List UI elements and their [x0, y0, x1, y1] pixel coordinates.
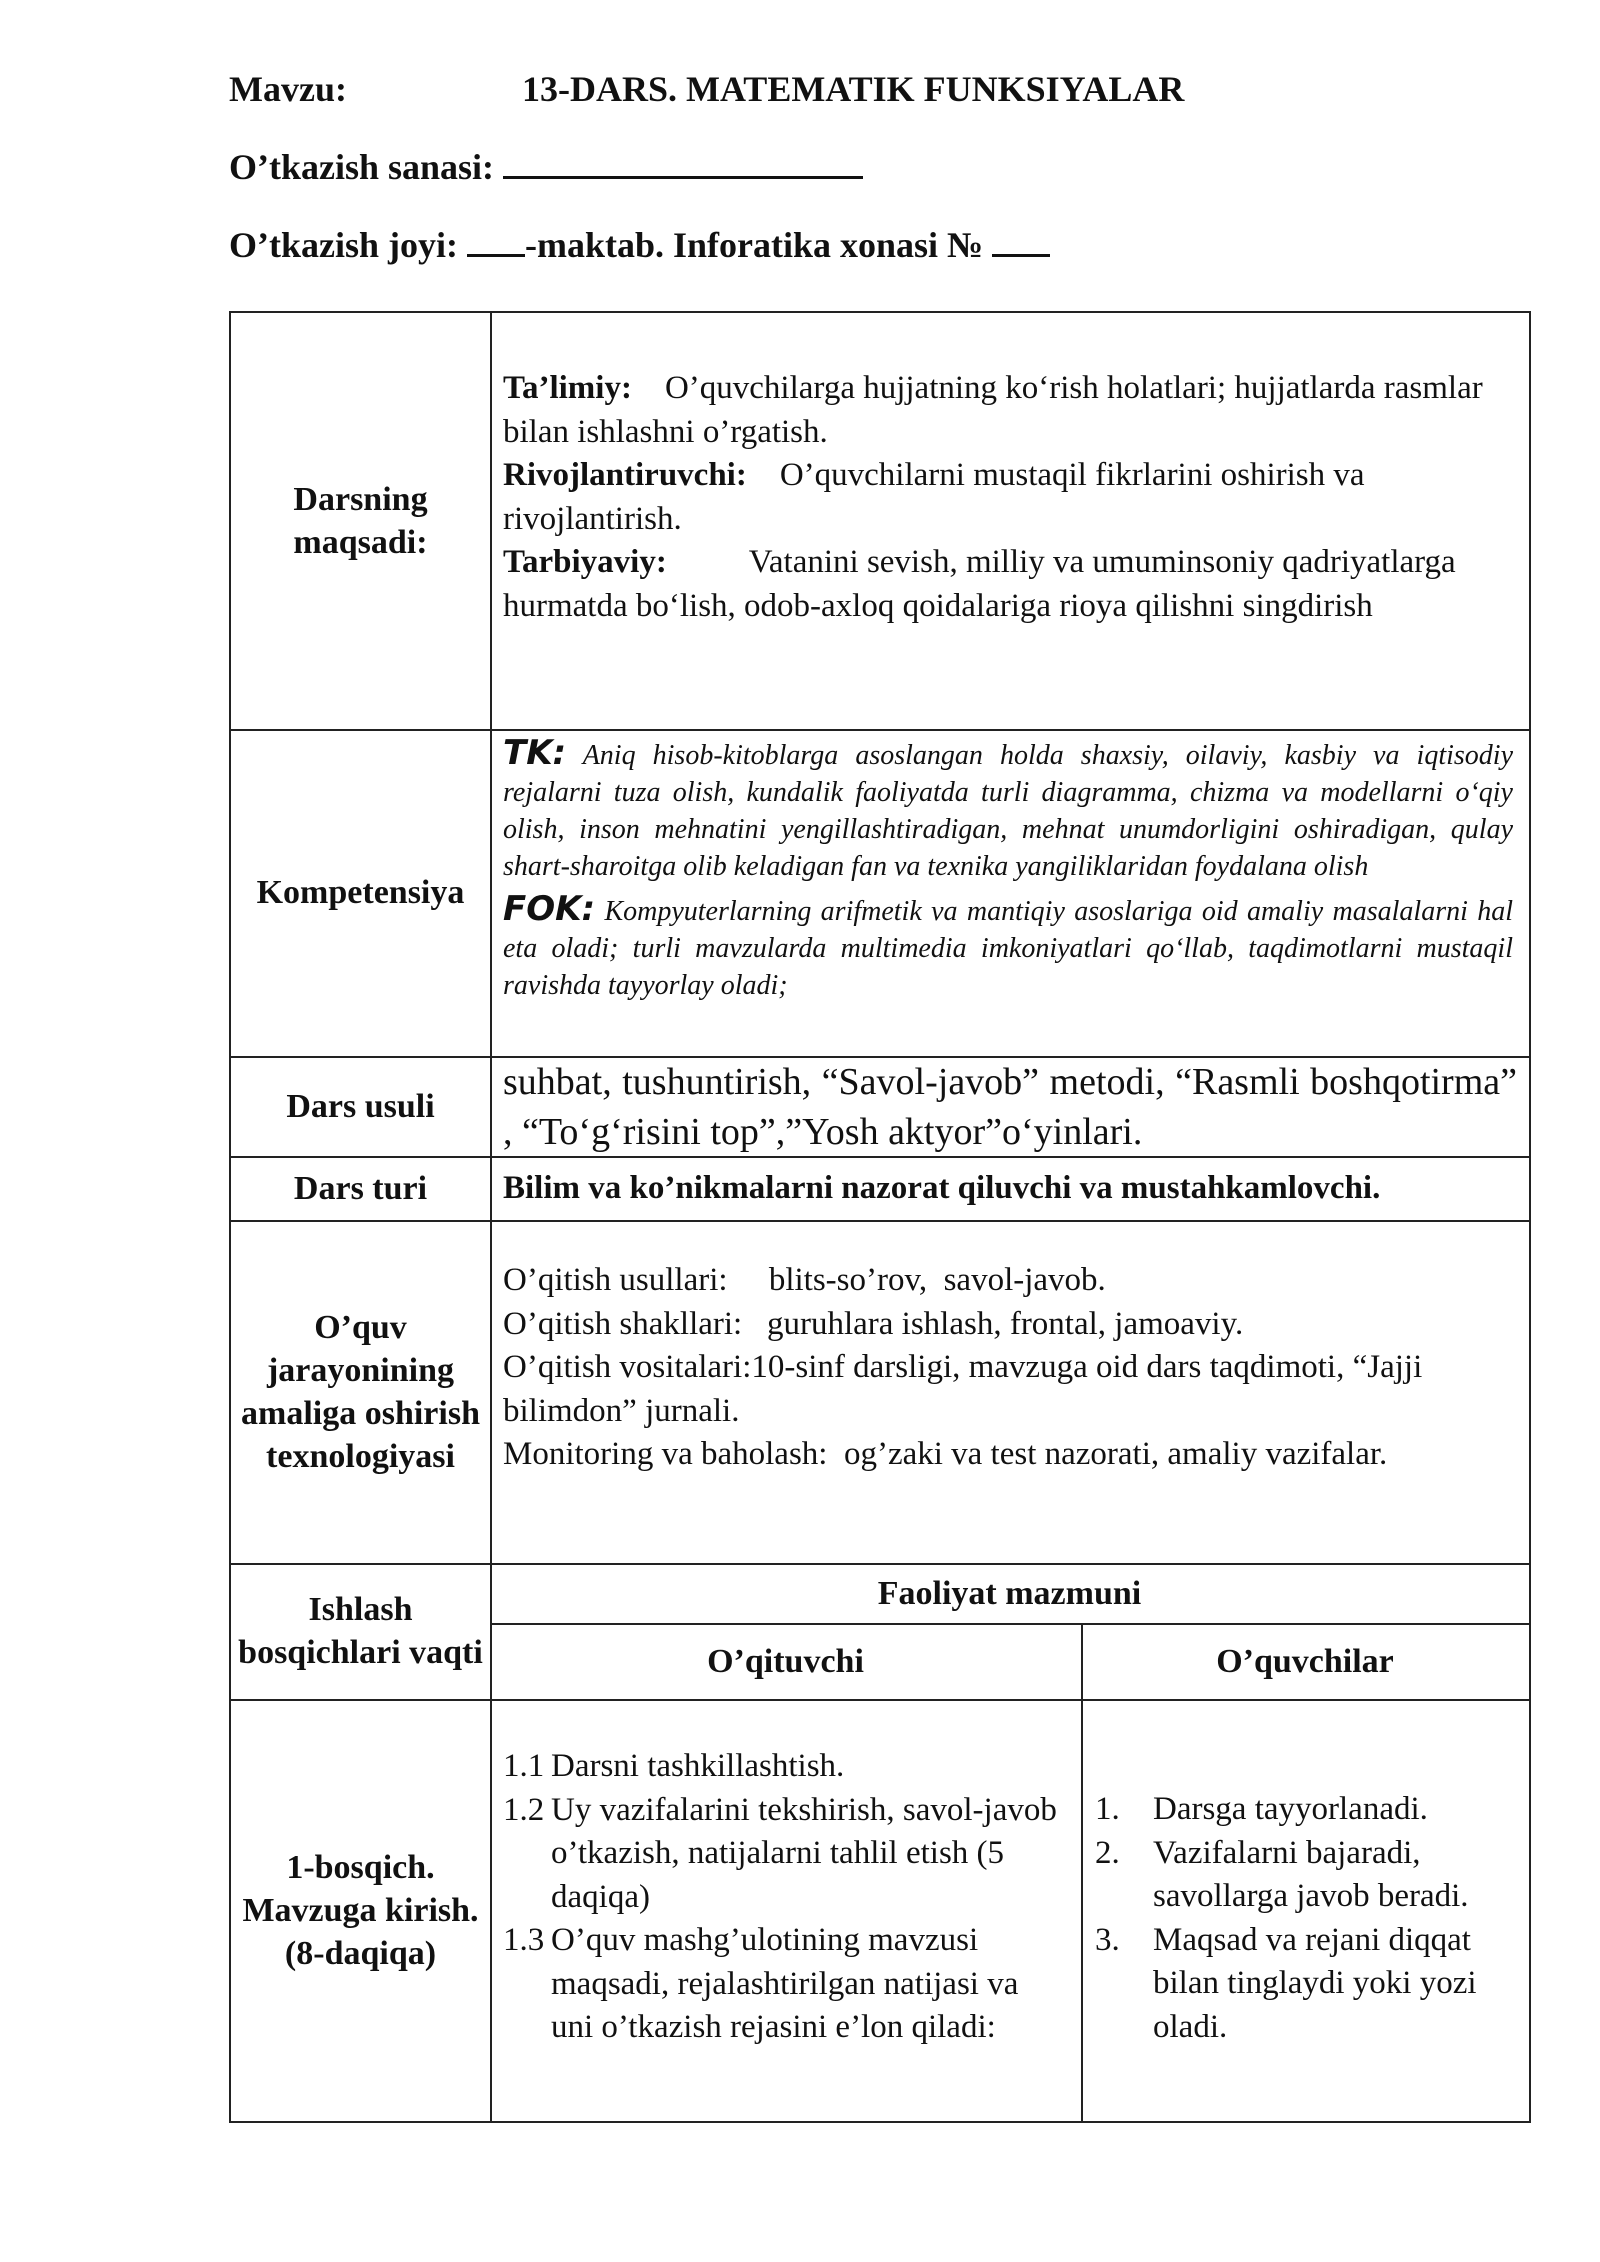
lesson-method: suhbat, tushuntirish, “Savol-javob” metodi, “Rasmli boshqotirma” , “To‘g‘risini top”,”Yosh aktyor”o‘yinlari.: [503, 1061, 1517, 1153]
place-line: [229, 224, 1050, 266]
tk-tag: TK:: [503, 733, 567, 773]
place-text: -maktab. Inforatika xonasi №: [525, 225, 984, 265]
rivojlantiruvchi-text: O’quvchilarni mustaqil fikrlarini oshirish va rivojlantirish.: [503, 457, 1365, 537]
label-darsning-maqsadi: Darsning maqsadi:: [293, 481, 428, 561]
label-oquv-texnologiyasi: O’quv jarayonining amaliga oshirish texnologiyasi: [241, 1308, 480, 1475]
teaching-tools: O’qitish vositalari:10-sinf darsligi, mavzuga oid dars taqdimoti, “Jajji bilimdon” jurnali.: [503, 1349, 1423, 1429]
teacher-item: 1.1 Darsni tashkillashtish.: [503, 1748, 845, 1784]
date-label: O’tkazish sanasi:: [229, 147, 495, 187]
lesson-topic: 13-DARS. MATEMATIK FUNKSIYALAR: [522, 69, 1185, 109]
lesson-goals: [503, 367, 1513, 628]
label-dars-usuli: Dars usuli: [286, 1087, 435, 1125]
students-column-heading: O’quvchilar: [1216, 1642, 1394, 1680]
teaching-forms: O’qitish shakllari: guruhlara ishlash, frontal, jamoaviy.: [503, 1305, 1244, 1342]
stage1-student-activities: [1095, 1788, 1525, 2049]
topic-line: [229, 68, 1185, 110]
mavzu-label: Mavzu:: [229, 69, 347, 109]
competencies: [503, 735, 1513, 1004]
student-item: 3. Maqsad va rejani diqqat bilan tinglaydi yoki yozi oladi.: [1095, 1921, 1477, 2045]
fok-tag: FOK:: [503, 889, 596, 929]
student-item: 2. Vazifalarni bajaradi, savollarga javob beradi.: [1095, 1834, 1469, 1914]
room-number-blank: [992, 224, 1050, 257]
school-number-blank: [467, 224, 525, 257]
tarbiyaviy-text: Vatanini sevish, milliy va umuminsoniy qadriyatlarga hurmatda bo‘lish, odob-axloq qoidalariga rioya qilishni singdirish: [503, 544, 1456, 624]
lesson-plan-table: [229, 311, 1531, 2123]
tk-competency: [503, 735, 1513, 885]
teaching-methods: O’qitish usullari: blits-so’rov, savol-javob.: [503, 1262, 1106, 1298]
place-label: O’tkazish joyi:: [229, 225, 458, 265]
tarbiyaviy-label: Tarbiyaviy:: [503, 544, 667, 580]
label-dars-turi: Dars turi: [293, 1169, 428, 1207]
teacher-column-heading: O’qituvchi: [707, 1642, 864, 1680]
fok-text: Kompyuterlarning arifmetik va mantiqiy asoslariga oid amaliy masalalarni hal eta oladi; turli mavzularda multimedia imkoniyatlari qo‘llab, taqdimotlarni mustaqil ravishda tayyorlay oladi;: [503, 896, 1513, 1001]
faoliyat-mazmuni-heading: Faoliyat mazmuni: [877, 1574, 1142, 1612]
monitoring: Monitoring va baholash: og’zaki va test nazorati, amaliy vazifalar.: [503, 1436, 1388, 1472]
talimiy-text: O’quvchilarga hujjatning ko‘rish holatlari; hujjatlarda rasmlar bilan ishlashni o’rgatish.: [503, 370, 1483, 450]
date-blank: [503, 146, 863, 179]
teacher-item: 1.3 O’quv mashg’ulotining mavzusi maqsadi, rejalashtirilgan natijasi va uni o’tkazish rejasini e’lon qiladi:: [503, 1922, 1019, 2045]
label-kompetensiya: Kompetensiya: [256, 874, 465, 911]
date-line: [229, 146, 863, 188]
label-stage-1: 1-bosqich. Mavzuga kirish. (8-daqiqa): [242, 1848, 479, 1972]
talimiy-label: Ta’limiy:: [503, 370, 632, 406]
rivojlantiruvchi-label: Rivojlantiruvchi:: [503, 457, 747, 493]
teaching-technology: [503, 1259, 1513, 1477]
student-item: 1. Darsga tayyorlanadi.: [1095, 1791, 1428, 1827]
fok-competency: [503, 891, 1513, 1004]
label-ishlash-bosqichlari: Ishlash bosqichlari vaqti: [238, 1591, 483, 1671]
teacher-item: 1.2 Uy vazifalarini tekshirish, savol-javob o’tkazish, natijalarni tahlil etish (5 daqiqa): [503, 1791, 1057, 1915]
lesson-type: Bilim va ko’nikmalarni nazorat qiluvchi va mustahkamlovchi.: [503, 1170, 1381, 1206]
stage1-teacher-activities: [503, 1745, 1063, 2050]
tk-text: Aniq hisob-kitoblarga asoslangan holda shaxsiy, oilaviy, kasbiy va iqtisodiy rejalarni tuza olish, kundalik faoliyatda turli diagramma, chizma va modellarni o‘qiy olish, inson mehnatini yengillashtiradigan, mehnat unumdorligini oshiradigan, qulay shart-sharoitga olib keladigan fan va texnika yangiliklaridan foydalana olish: [503, 740, 1513, 882]
